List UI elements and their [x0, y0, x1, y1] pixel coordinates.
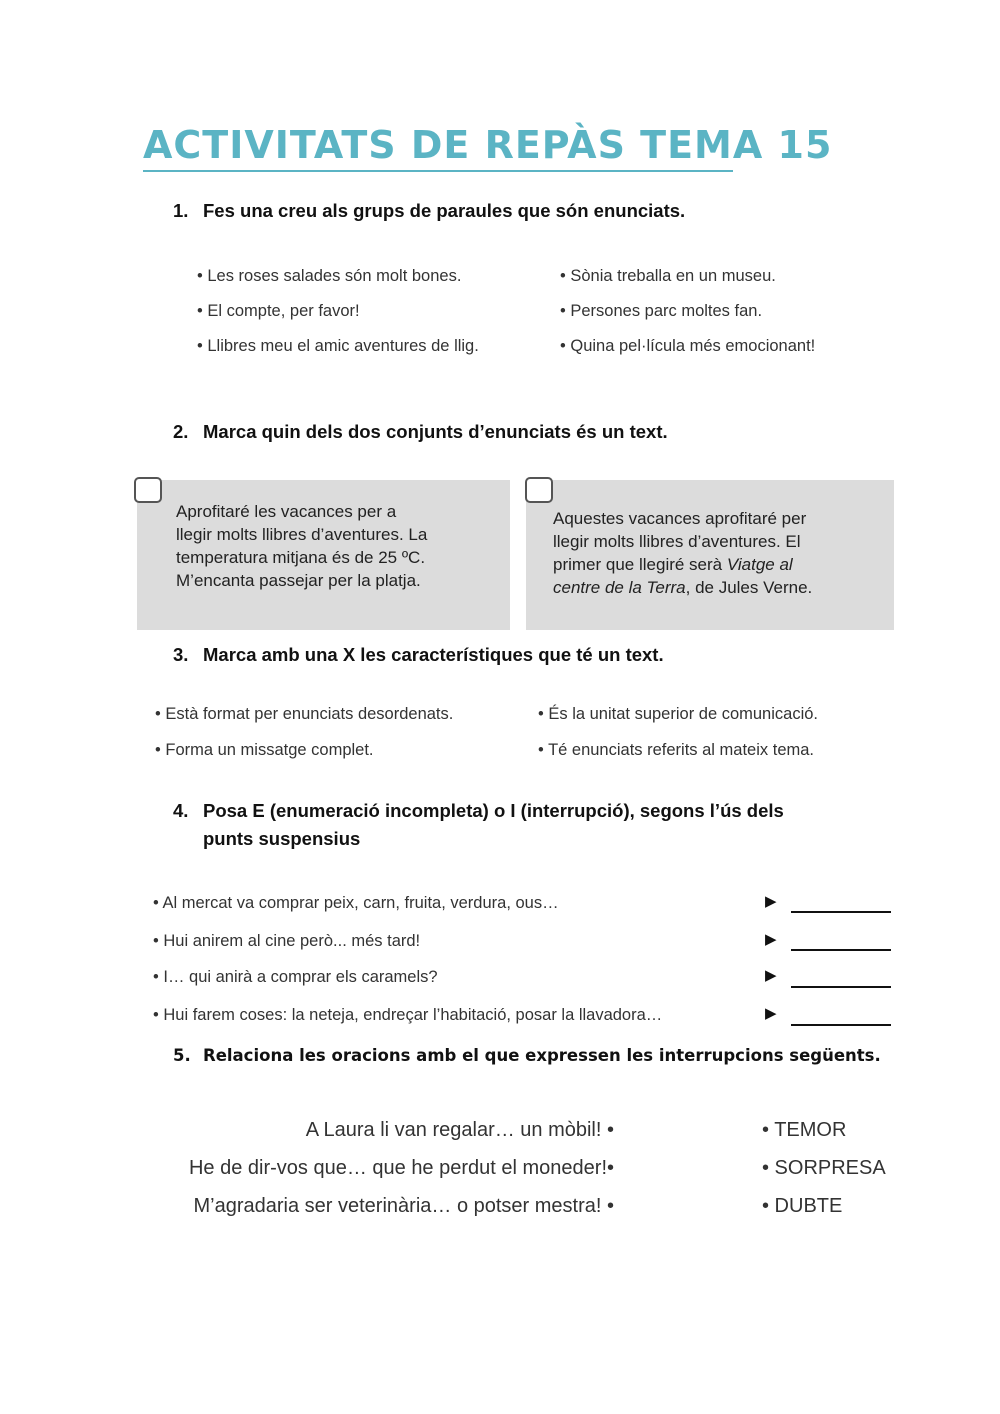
q4-item-4: • Hui farem coses: la neteja, endreçar l’habitació, posar la llavadora… — [153, 1006, 663, 1024]
text-option-box-2 — [526, 480, 894, 630]
q1-right-item-1[interactable]: • Sònia treballa en un museu. — [560, 267, 776, 285]
question-1-prompt: Fes una creu als grups de paraules que són enunciats. — [203, 200, 686, 221]
question-4-number: 4. — [173, 800, 189, 821]
question-4-prompt-line-1: Posa E (enumeració incompleta) o I (interrupció), segons l’ús dels — [203, 800, 784, 821]
box2-line-4-text: , de Jules Verne. — [685, 578, 813, 597]
question-4-prompt-line-2: punts suspensius — [203, 828, 361, 849]
box1-line-2: llegir molts llibres d’aventures. La — [176, 525, 428, 544]
box2-checkbox[interactable] — [525, 477, 553, 503]
question-2-number: 2. — [173, 421, 189, 442]
box1-line-1: Aprofitaré les vacances per a — [176, 502, 397, 521]
text-option-box-1 — [137, 480, 510, 630]
question-2-prompt: Marca quin dels dos conjunts d’enunciats és un text. — [203, 421, 668, 442]
question-5-prompt: Relaciona les oracions amb el que expressen les interrupcions següents. — [203, 1046, 881, 1065]
q5-sentence-1[interactable]: A Laura li van regalar… un mòbil! • — [305, 1119, 614, 1141]
box2-line-3 — [553, 553, 856, 576]
question-5-number: 5. — [173, 1046, 191, 1065]
arrow-icon: ▶ — [765, 931, 777, 948]
q1-right-item-2[interactable]: • Persones parc moltes fan. — [560, 302, 763, 320]
question-1-number: 1. — [173, 200, 189, 221]
q5-sentence-2[interactable]: He de dir-vos que… que he perdut el moneder!• — [188, 1157, 614, 1179]
q3-left-item-1[interactable]: • Està format per enunciats desordenats. — [155, 705, 454, 723]
q1-left-item-1[interactable]: • Les roses salades són molt bones. — [197, 267, 462, 285]
box2-line-1: Aquestes vacances aprofitaré per — [553, 509, 807, 528]
page-title: ACTIVITATS DE REPÀS TEMA 15 — [143, 122, 733, 172]
q5-emotion-sorpresa[interactable]: • SORPRESA — [762, 1157, 886, 1179]
box1-line-3: temperatura mitjana és de 25 ºC. — [176, 548, 426, 567]
q3-right-item-1[interactable]: • És la unitat superior de comunicació. — [538, 705, 819, 723]
question-1 — [173, 197, 873, 225]
arrow-icon: ▶ — [765, 1005, 777, 1022]
q1-left-item-3[interactable]: • Llibres meu el amic aventures de llig. — [197, 337, 479, 355]
answer-blank-3[interactable] — [791, 986, 891, 988]
box1-checkbox[interactable] — [134, 477, 162, 503]
arrow-icon: ▶ — [765, 967, 777, 984]
question-2 — [173, 418, 873, 446]
q1-right-item-3[interactable]: • Quina pel·lícula més emocionant! — [560, 337, 816, 355]
answer-blank-4[interactable] — [791, 1024, 891, 1026]
box2-line-2: llegir molts llibres d’aventures. El — [553, 532, 801, 551]
q5-emotion-dubte[interactable]: • DUBTE — [762, 1195, 843, 1217]
question-5 — [173, 1042, 893, 1070]
question-3-number: 3. — [173, 644, 189, 665]
q4-item-1: • Al mercat va comprar peix, carn, fruita, verdura, ous… — [153, 894, 559, 912]
q5-sentence-3[interactable]: M’agradaria ser veterinària… o potser mestra! • — [193, 1195, 614, 1217]
question-3 — [173, 641, 873, 669]
book-title-part-2: centre de la Terra — [553, 578, 686, 597]
answer-blank-1[interactable] — [791, 911, 891, 913]
q3-right-item-2[interactable]: • Té enunciats referits al mateix tema. — [538, 741, 815, 759]
q3-left-item-2[interactable]: • Forma un missatge complet. — [155, 741, 374, 759]
box2-line-3-text: primer que llegiré serà — [553, 555, 727, 574]
q4-item-3: • I… qui anirà a comprar els caramels? — [153, 968, 438, 986]
question-3-prompt: Marca amb una X les característiques que té un text. — [203, 644, 664, 665]
answer-blank-2[interactable] — [791, 949, 891, 951]
question-4 — [173, 797, 893, 853]
q4-item-2: • Hui anirem al cine però... més tard! — [153, 932, 421, 950]
arrow-icon: ▶ — [765, 893, 777, 910]
q1-left-item-2[interactable]: • El compte, per favor! — [197, 302, 360, 320]
box2-line-4 — [553, 576, 856, 599]
q5-emotion-temor[interactable]: • TEMOR — [762, 1119, 847, 1141]
box1-line-4: M’encanta passejar per la platja. — [176, 571, 421, 590]
book-title-part-1: Viatge al — [726, 555, 793, 574]
